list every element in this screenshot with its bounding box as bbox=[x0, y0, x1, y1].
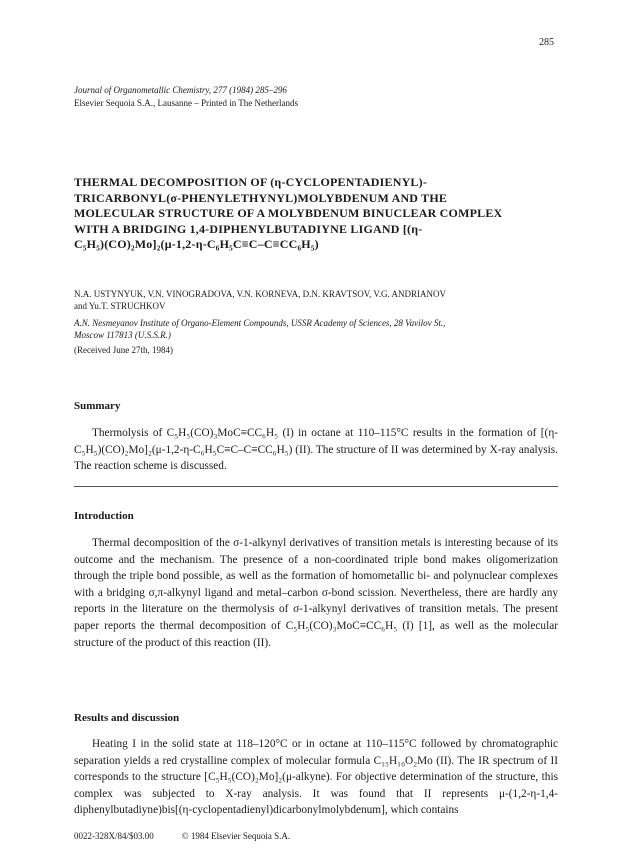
title-line: TRICARBONYL(σ-PHENYLETHYNYL)MOLYBDENUM AND THE bbox=[74, 190, 448, 205]
received-date: (Received June 27th, 1984) bbox=[74, 345, 173, 355]
introduction-paragraph: Thermal decomposition of the σ-1-alkynyl derivatives of transition metals is interesting because of its outcome and the mechanism. The presence of a non-coordinated triple bond makes oligomerization through the triple bond possible, as well as the formation of homometallic bi- and polynuclear complexes with a bridging σ,π-alkynyl ligand and metal–carbon σ-bond scission. Nevertheless, there are hardly any reports in the literature on the thermolysis of σ-1-alkynyl derivatives of transition metals. The present paper reports the thermal decomposition of C₅H₅(CO)₃MoC≡CC₆H₅ (I) [1], as well as the molecular structure of the product of this reaction (II). bbox=[74, 537, 558, 649]
results-heading: Results and discussion bbox=[74, 712, 180, 724]
summary-body bbox=[74, 425, 558, 475]
introduction-heading: Introduction bbox=[74, 510, 134, 522]
results-paragraph: Heating I in the solid state at 118–120°C or in octane at 110–115°C followed by chromatographic separation yields a red crystalline complex of molecular formula C₁₅H₁₀O₂Mo (II). The IR spectrum of II corresponds to the structure [C₅H₅(CO)₂Mo]₂(μ-alkyne). For objective determination of the structure, this complex was subjected to X-ray analysis. It was found that II represents μ-(1,2-η-1,4-diphenylbutadiyne)bis[(η-cyclopentadienyl)dicarbonylmolybdenum], which contains bbox=[74, 738, 558, 817]
results-body bbox=[74, 736, 558, 819]
copyright-notice: © 1984 Elsevier Sequoia S.A. bbox=[181, 831, 291, 841]
journal-header bbox=[74, 84, 298, 110]
publisher-line: Elsevier Sequoia S.A., Lausanne – Printed in The Netherlands bbox=[74, 98, 299, 108]
affiliation-line: Moscow 117813 (U.S.S.R.) bbox=[74, 330, 171, 340]
author-line: and Yu.T. STRUCHKOV bbox=[74, 301, 166, 311]
journal-citation: Journal of Organometallic Chemistry, 277 (1984) 285–296 bbox=[74, 85, 287, 95]
article-title bbox=[74, 175, 554, 253]
page-number: 285 bbox=[539, 37, 554, 48]
introduction-body bbox=[74, 535, 558, 651]
title-line: THERMAL DECOMPOSITION OF (η-CYCLOPENTADIENYL)- bbox=[74, 175, 428, 189]
affiliation bbox=[74, 317, 554, 341]
summary-paragraph: Thermolysis of C₅H₅(CO)₃MoC≡CC₆H₅ (I) in octane at 110–115°C results in the formation of [(η-C₅H₅)(CO)₂Mo]₂(μ-1,2-η-C₆H₅C≡C–C≡CC₆H₅) (II). The structure of II was determined by X-ray analysis. The reaction scheme is discussed. bbox=[74, 427, 558, 473]
author-line: N.A. USTYNYUK, V.N. VINOGRADOVA, V.N. KORNEVA, D.N. KRAVTSOV, V.G. ANDRIANOV bbox=[74, 289, 446, 299]
summary-heading: Summary bbox=[74, 400, 121, 412]
title-line: WITH A BRIDGING 1,4-DIPHENYLBUTADIYNE LIGAND [(η- bbox=[74, 221, 423, 236]
author-list bbox=[74, 288, 554, 312]
page-footer bbox=[74, 831, 290, 841]
article-code: 0022-328X/84/$03.00 bbox=[74, 831, 154, 841]
title-line: MOLECULAR STRUCTURE OF A MOLYBDENUM BINUCLEAR COMPLEX bbox=[74, 206, 503, 221]
section-divider bbox=[74, 486, 558, 487]
affiliation-line: A.N. Nesmeyanov Institute of Organo-Element Compounds, USSR Academy of Sciences, 28 Vavilov St., bbox=[74, 318, 446, 328]
title-line: C₅H₅)(CO)₂Mo]₂(μ-1,2-η-C₆H₅C≡C–C≡CC₆H₅) bbox=[74, 237, 319, 252]
